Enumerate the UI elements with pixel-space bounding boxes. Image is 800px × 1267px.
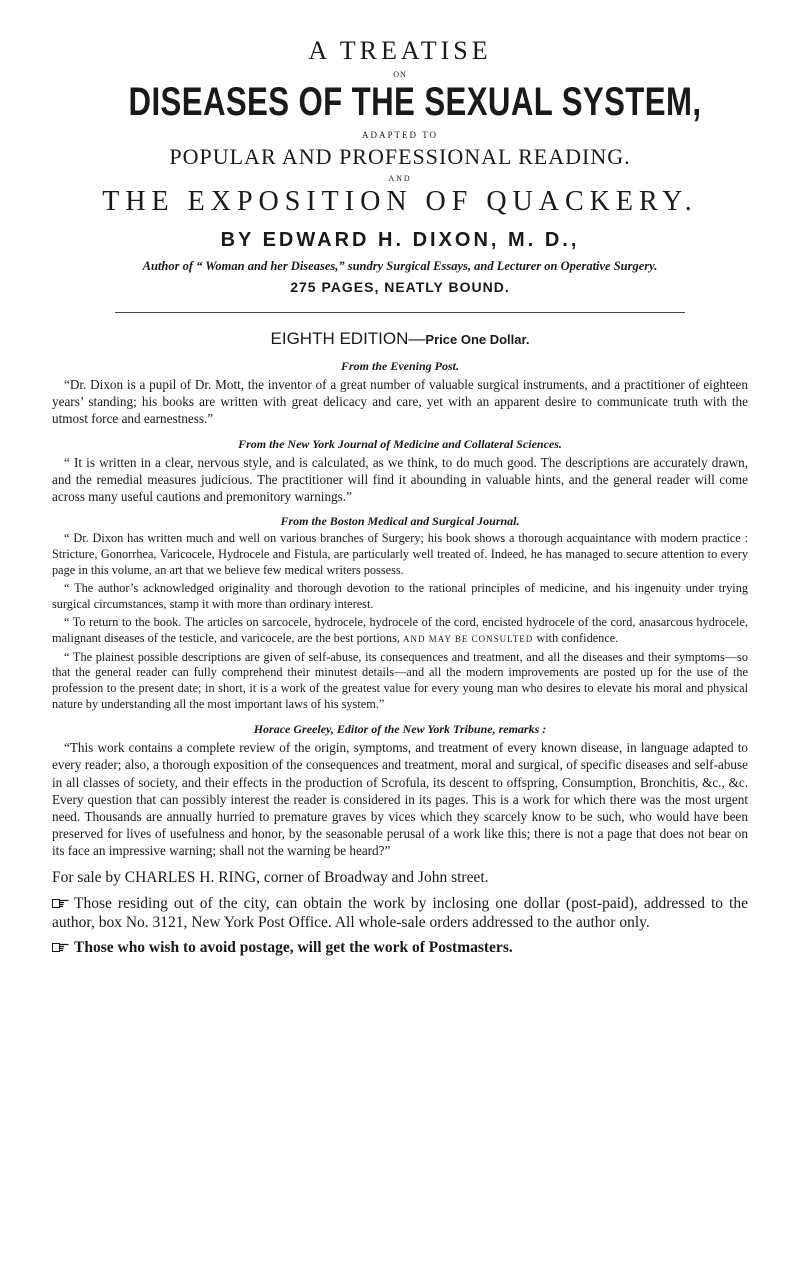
review-source: From the New York Journal of Medicine and Collateral Sciences. — [238, 436, 562, 451]
review-paragraph: “Dr. Dixon is a pupil of Dr. Mott, the inventor of a great number of valuable surgical instruments, and a practitioner of eighteen years’ standing; his books are written with great delicacy and care, yet with an apparent desire to communicate truth with the utmost force and earnestness.” — [52, 377, 748, 427]
title-exposition: THE EXPOSITION OF QUACKERY. — [102, 186, 698, 217]
review-paragraph: “ Dr. Dixon has written much and well on various branches of Surgery; his book shows a thorough acquaintance with modern practice : Stricture, Gonorrhea, Varicocele, Hydrocele and Fistula, are particularly well treated of. Indeed, he has managed to secure attention to every page in this volume, an art that we believe few medical writers possess. — [52, 531, 748, 578]
main-title-wrap — [52, 80, 748, 124]
notice-text: Those who wish to avoid postage, will get the work of Postmasters. — [74, 938, 513, 956]
author-credits: Author of “ Woman and her Diseases,” sundry Surgical Essays, and Lecturer on Operative Surgery. — [142, 259, 658, 273]
review-text: “ To return to the book. The articles on sarcocele, hydrocele, hydrocele of the cord, encisted hydrocele of the cord, anasarcous hydrocele, malignant diseases of the testicle, and varicocele, are the best portions, — [52, 614, 748, 645]
author-line: BY EDWARD H. DIXON, M. D., — [220, 229, 580, 251]
review-paragraph: “ It is written in a clear, nervous style, and is calculated, as we think, to do much good. The descriptions are accurately drawn, and the remedial measures judicious. The practitioner will find it abounding in valuable hints, and the general reader will come across many useful cautions and premonitory warnings.” — [52, 454, 748, 505]
notice-postmasters — [52, 938, 748, 957]
page-count: 275 PAGES, NEATLY BOUND. — [290, 279, 510, 295]
edition-line — [52, 329, 748, 350]
small-caps-text: AND MAY BE CONSULTED — [403, 633, 534, 644]
review-paragraph: “ The author’s acknowledged originality and thorough devotion to the rational principles of medicine, and his ingenuity under trying surgical circumstances, stamp it with more than ordinary interest. — [52, 580, 748, 611]
review-text-tail: with confidence. — [533, 630, 619, 645]
title-popular: POPULAR AND PROFESSIONAL READING. — [169, 144, 631, 169]
notice-mail-order — [52, 894, 748, 932]
pointing-hand-icon — [52, 942, 70, 953]
edition-label: EIGHTH EDITION— — [270, 329, 426, 348]
pointing-hand-icon — [52, 898, 70, 909]
edition-price: Price One Dollar. — [425, 332, 530, 347]
review-paragraph: “This work contains a complete review of the origin, symptoms, and treatment of every known disease, in language adapted to every reader; also, a thorough exposition of the consequences and treatment, moral and surgical, of specific diseases and self-abuse in all classes of society, and their effects in the production of Scrofula, its descent to offspring, Consumption, Bronchitis, &c., &c. Every question that can possibly interest the reader is considered in its pages. This is a work for which there was the most urgent need. Thousands are annually hurried to premature graves by vices which they scarcely know to be such, who would have been preserved for lives of usefulness and honor, by the seasonable perusal of a work like this; there is not a page that does not bear on its face an impressive warning; shall not the warning be heard?” — [52, 740, 748, 859]
title-and: AND — [388, 174, 412, 183]
title-on: ON — [393, 70, 407, 79]
sale-line: For sale by CHARLES H. RING, corner of Broadway and John street. — [52, 868, 489, 886]
review-paragraph: “ The plainest possible descriptions are given of self-abuse, its consequences and treatment, and all the diseases and their symptoms—so that the general reader can fully comprehend their minutest details—and all the modern improvements are posted up for the use of the profession to the present date; in short, it is a work of the greatest value for every young man who desires to elevate his moral and physical nature by understanding all the most important laws of his system.” — [52, 649, 748, 712]
divider-rule — [115, 312, 685, 313]
title-a-treatise: A TREATISE — [308, 36, 492, 65]
notice-text: Those residing out of the city, can obtain the work by inclosing one dollar (post-paid), addressed to the author, box No. 3121, New York Post Office. All whole-sale orders addressed to the author only. — [52, 894, 748, 931]
review-paragraph — [52, 615, 748, 648]
review-source: Horace Greeley, Editor of the New York Tribune, remarks : — [253, 722, 547, 737]
title-adapted: ADAPTED TO — [362, 130, 438, 140]
review-source: From the Evening Post. — [340, 359, 459, 373]
main-title: DISEASES OF THE SEXUAL SYSTEM, — [128, 80, 702, 124]
advertisement-page — [52, 18, 748, 957]
review-source: From the Boston Medical and Surgical Journal. — [280, 514, 520, 529]
